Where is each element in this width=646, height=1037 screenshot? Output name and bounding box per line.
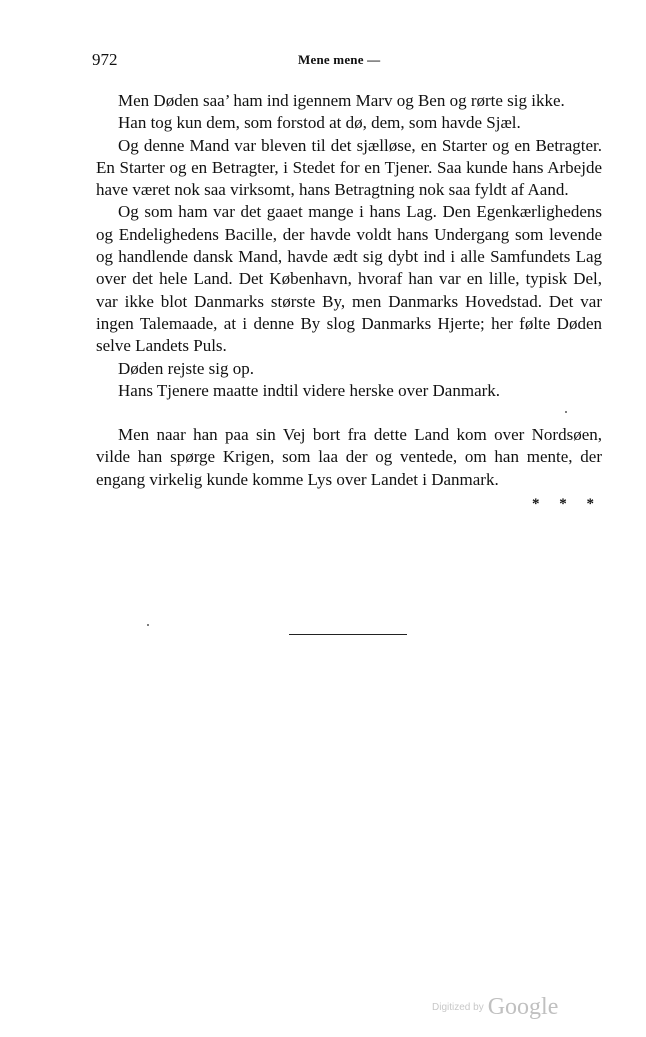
scan-speck bbox=[565, 411, 567, 413]
paragraph: Døden rejste sig op. bbox=[118, 358, 254, 378]
paragraph: Men Døden saa’ ham ind igennem Marv og Ben og rørte sig ikke. bbox=[118, 91, 565, 110]
paragraph: Og denne Mand var bleven til det sjælløse, en Starter og en Betragter. En Starter og en Betragter, i Stedet for en Tjener. Saa kunde hans Arbejde have været nok saa virksomt, hans Betragtning nok saa fyldt af Aand. bbox=[96, 135, 602, 200]
body-text bbox=[96, 90, 602, 515]
end-rule bbox=[289, 634, 407, 635]
watermark-prefix: Digitized by bbox=[432, 1002, 484, 1013]
paragraph: Han tog kun dem, som forstod at dø, dem, som havde Sjæl. bbox=[118, 113, 521, 133]
paragraph: Hans Tjenere maatte indtil videre herske over Danmark. bbox=[118, 380, 501, 400]
digitized-watermark bbox=[432, 994, 558, 1021]
paragraph: Men naar han paa sin Vej bort fra dette Land kom over Nordsøen, vilde han spørge Krigen, som laa der og ventede, om han mente, der engang virkelig kunde komme Lys over Landet i Danmark. bbox=[96, 425, 602, 489]
scan-speck bbox=[147, 624, 149, 626]
running-head: Mene mene — bbox=[298, 52, 381, 67]
page-number: 972 bbox=[92, 50, 118, 69]
watermark-brand: Google bbox=[487, 994, 559, 1020]
section-ornament: * * * bbox=[532, 496, 602, 513]
paragraph: Og som ham var det gaaet mange i hans Lag. Den Egenkærlighedens og Endelighedens Bacille, der havde voldt hans Undergang som levende og handlende dansk Mand, havde ædt sig dybt ind i alle Samfundets Lag over det hele Land. Det København, hvoraf han var en lille, typisk Del, var ikke blot Danmarks største By, men Danmarks Hovedstad. Det var ingen Talemaade, at i denne By slog Danmarks Hjerte; her følte Døden selve Landets Puls. bbox=[96, 202, 602, 356]
